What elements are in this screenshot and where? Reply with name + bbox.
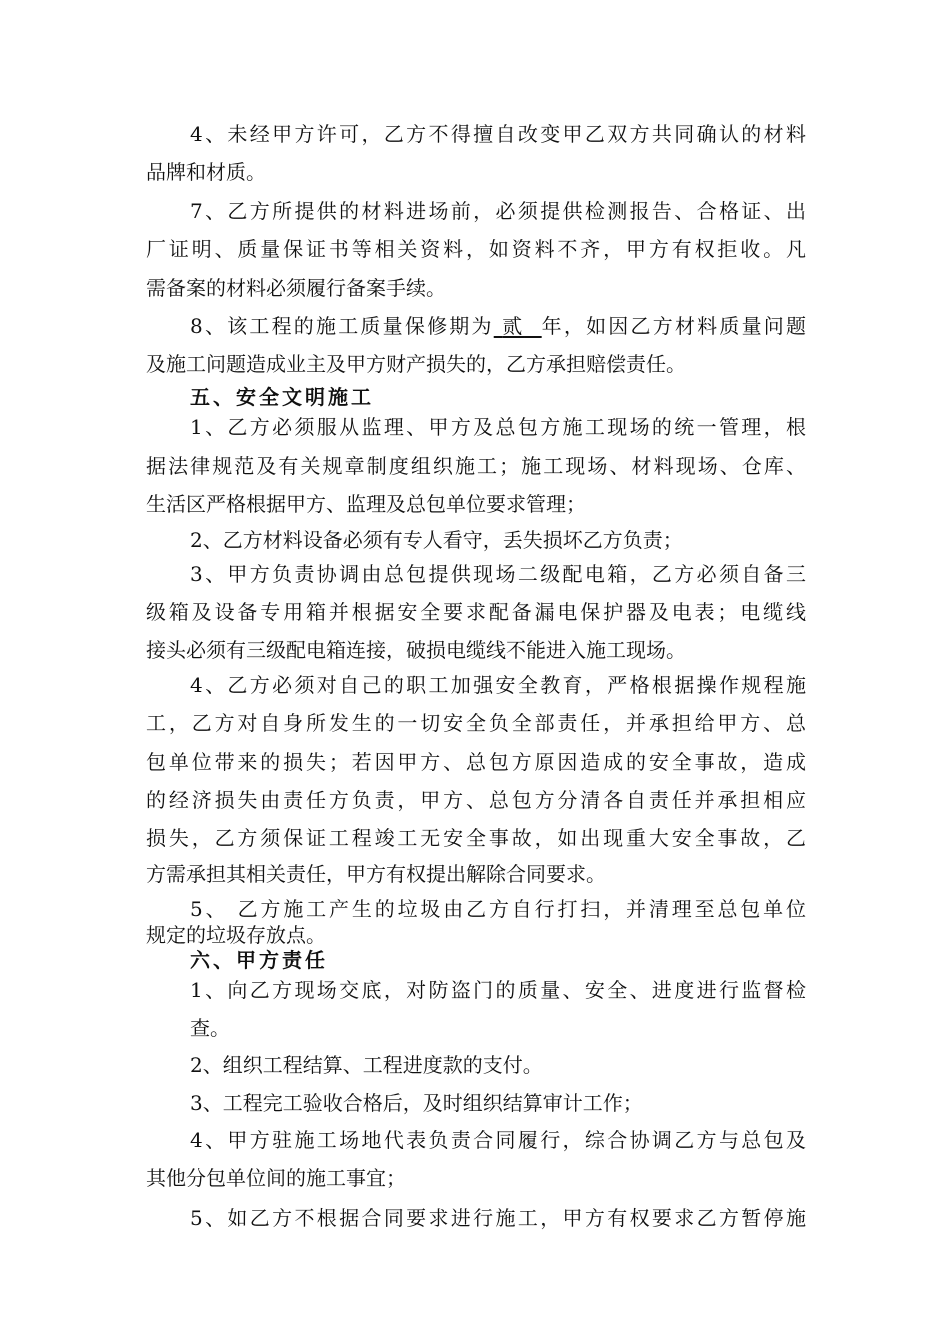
s5-clause-1-line-1: 1、乙方必须服从监理、甲方及总包方施工现场的统一管理，根 <box>190 415 806 439</box>
s6-clause-2-line-1: 2、组织工程结算、工程进度款的支付。 <box>190 1053 543 1077</box>
s5-clause-4-line-2: 工，乙方对自身所发生的一切安全负全部责任，并承担给甲方、总 <box>146 711 806 735</box>
s6-clause-5-line-1: 5、如乙方不根据合同要求进行施工，甲方有权要求乙方暂停施 <box>190 1206 806 1230</box>
clause-4-line-1: 4、未经甲方许可，乙方不得擅自改变甲乙双方共同确认的材料 <box>190 122 806 146</box>
s6-clause-1-line-2: 查。 <box>190 1016 230 1040</box>
section-6-heading: 六、甲方责任 <box>190 948 328 972</box>
clause-7-line-3: 需备案的材料必须履行备案手续。 <box>146 276 446 300</box>
s5-clause-3-line-2: 级箱及设备专用箱并根据安全要求配备漏电保护器及电表；电缆线 <box>146 600 806 624</box>
s5-clause-4-line-1: 4、乙方必须对自己的职工加强安全教育，严格根据操作规程施 <box>190 673 806 697</box>
s5-clause-5-line-2: 规定的垃圾存放点。 <box>146 923 326 947</box>
s5-clause-4-line-4: 的经济损失由责任方负责，甲方、总包方分清各自责任并承担相应 <box>146 788 806 812</box>
s6-clause-1-line-1: 1、向乙方现场交底，对防盗门的质量、安全、进度进行监督检 <box>190 978 806 1002</box>
clause-7-line-2: 厂证明、质量保证书等相关资料，如资料不齐，甲方有权拒收。凡 <box>146 237 806 261</box>
s5-clause-1-line-2: 据法律规范及有关规章制度组织施工；施工现场、材料现场、仓库、 <box>146 454 806 478</box>
s5-clause-3-line-1: 3、甲方负责协调由总包提供现场二级配电箱，乙方必须自备三 <box>190 562 806 586</box>
s5-clause-3-line-3: 接头必须有三级配电箱连接，破损电缆线不能进入施工现场。 <box>146 638 686 662</box>
clause-8-text-a: 8、该工程的施工质量保修期为 <box>190 314 494 338</box>
section-5-heading: 五、安全文明施工 <box>190 385 374 409</box>
s5-clause-4-line-6: 方需承担其相关责任，甲方有权提出解除合同要求。 <box>146 862 606 886</box>
s5-clause-5-line-1: 5、 乙方施工产生的垃圾由乙方自行打扫，并清理至总包单位 <box>190 897 806 921</box>
s6-clause-3-line-1: 3、工程完工验收合格后，及时组织结算审计工作； <box>190 1091 643 1115</box>
s5-clause-4-line-5: 损失，乙方须保证工程竣工无安全事故，如出现重大安全事故，乙 <box>146 826 806 850</box>
clause-4-line-2: 品牌和材质。 <box>146 160 266 184</box>
s5-clause-4-line-3: 包单位带来的损失；若因甲方、总包方原因造成的安全事故，造成 <box>146 750 806 774</box>
warranty-period-value: 贰 <box>502 314 525 338</box>
s6-clause-4-line-2: 其他分包单位间的施工事宜； <box>146 1166 406 1190</box>
clause-8-line-2: 及施工问题造成业主及甲方财产损失的，乙方承担赔偿责任。 <box>146 352 686 376</box>
clause-7-line-1: 7、乙方所提供的材料进场前，必须提供检测报告、合格证、出 <box>190 199 806 223</box>
clause-8-text-b: 年，如因乙方材料质量问题 <box>541 314 807 338</box>
s5-clause-1-line-3: 生活区严格根据甲方、监理及总包单位要求管理； <box>146 492 586 516</box>
s5-clause-2-line-1: 2、乙方材料设备必须有专人看守，丢失损坏乙方负责； <box>190 528 683 552</box>
clause-8-line-1 <box>190 314 806 338</box>
s6-clause-4-line-1: 4、甲方驻施工场地代表负责合同履行，综合协调乙方与总包及 <box>190 1128 806 1152</box>
